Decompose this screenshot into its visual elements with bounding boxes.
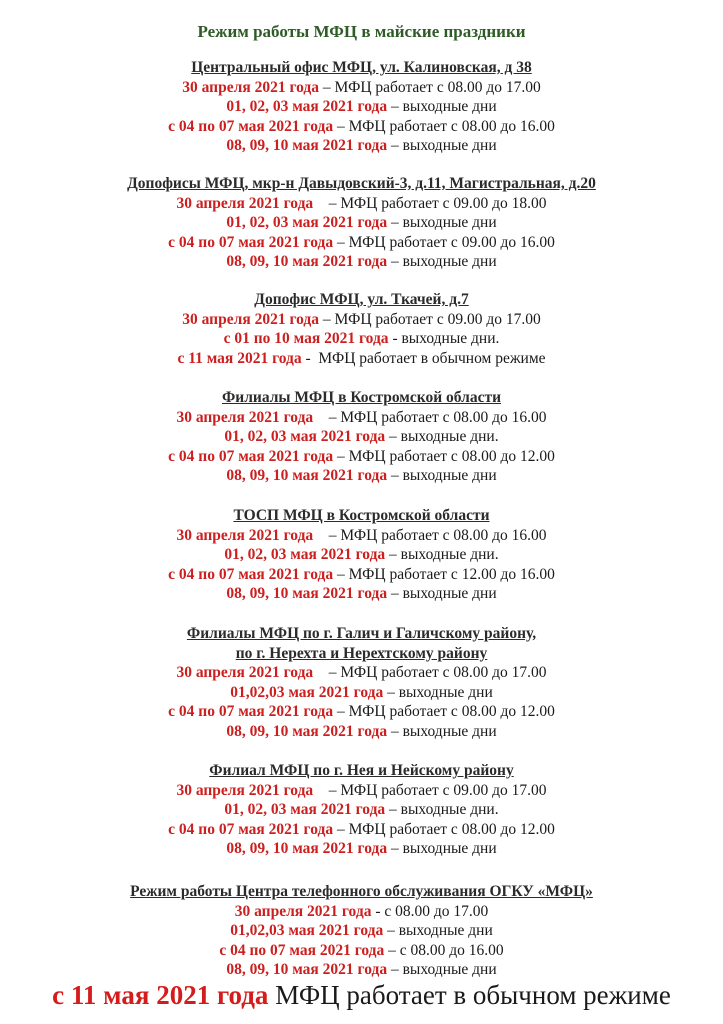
- section-heading-line: [0, 290, 723, 310]
- schedule-text: – МФЦ работает с 08.00 до 17.00: [319, 78, 541, 96]
- schedule-line: [0, 194, 723, 214]
- schedule-line: [0, 960, 723, 980]
- schedule-text: – выходные дни: [387, 137, 497, 154]
- schedule-line: [0, 921, 723, 941]
- schedule-line: [0, 117, 723, 137]
- schedule-line: [0, 526, 723, 546]
- schedule-text: – выходные дни: [387, 98, 497, 115]
- schedule-date: 01, 02, 03 мая 2021 года: [224, 801, 386, 818]
- schedule-date: 08, 09, 10 мая 2021 года: [226, 840, 388, 857]
- schedule-line: [0, 466, 723, 486]
- schedule-line: [0, 565, 723, 585]
- schedule-line: [0, 800, 723, 820]
- page-title: Режим работы МФЦ в майские праздники: [197, 22, 526, 41]
- footer-text: МФЦ работает в обычном режиме: [268, 980, 671, 1010]
- schedule-line: [0, 349, 723, 369]
- schedule-line: [0, 213, 723, 233]
- schedule-date: с 04 по 07 мая 2021 года: [168, 233, 334, 251]
- schedule-line: [0, 78, 723, 98]
- schedule-text: – МФЦ работает с 09.00 до 17.00: [319, 310, 541, 328]
- footer-date: с 11 мая 2021 года: [52, 980, 269, 1010]
- schedule-date: 30 апреля 2021 года: [176, 664, 314, 681]
- schedule-line: [0, 663, 723, 683]
- schedule-date: 01,02,03 мая 2021 года: [230, 922, 384, 939]
- schedule-text: – выходные дни: [383, 922, 493, 939]
- schedule-line: [0, 722, 723, 742]
- schedule-line: [0, 702, 723, 722]
- schedule-date: с 04 по 07 мая 2021 года: [168, 447, 334, 465]
- schedule-date: 30 апреля 2021 года: [182, 310, 319, 328]
- schedule-line: [0, 252, 723, 272]
- section-heading-line: [0, 58, 723, 78]
- schedule-text: – МФЦ работает с 08.00 до 16.00: [313, 408, 547, 426]
- section-heading: ТОСП МФЦ в Костромской области: [233, 507, 490, 524]
- schedule-text: – выходные дни.: [385, 546, 499, 563]
- schedule-text: – МФЦ работает с 09.00 до 18.00: [313, 194, 547, 212]
- schedule-section: [0, 290, 723, 368]
- schedule-text: – выходные дни: [387, 214, 497, 231]
- schedule-text: - с 08.00 до 17.00: [371, 902, 489, 920]
- schedule-line: [0, 902, 723, 922]
- footer-notice: [0, 980, 723, 1011]
- schedule-text: – выходные дни: [383, 683, 493, 701]
- schedule-section: [0, 58, 723, 156]
- schedule-text: – с 08.00 до 16.00: [384, 941, 504, 959]
- section-heading: Филиал МФЦ по г. Нея и Нейскому району: [209, 762, 514, 779]
- schedule-line: [0, 233, 723, 253]
- schedule-section: [0, 882, 723, 980]
- schedule-section: [0, 506, 723, 604]
- schedule-date: 30 апреля 2021 года: [176, 526, 314, 544]
- schedule-text: – МФЦ работает с 09.00 до 16.00: [333, 233, 555, 251]
- schedule-text: – МФЦ работает с 12.00 до 16.00: [333, 565, 555, 583]
- schedule-date: 01,02,03 мая 2021 года: [230, 683, 384, 701]
- schedule-line: [0, 820, 723, 840]
- schedule-date: 01, 02, 03 мая 2021 года: [226, 98, 388, 115]
- schedule-date: 30 апреля 2021 года: [182, 78, 319, 96]
- section-heading-line: [0, 644, 723, 664]
- schedule-line: [0, 941, 723, 961]
- schedule-section: [0, 174, 723, 272]
- schedule-date: 30 апреля 2021 года: [176, 408, 314, 426]
- section-heading: Филиалы МФЦ по г. Галич и Галичскому району,: [186, 625, 537, 642]
- schedule-date: 08, 09, 10 мая 2021 года: [226, 137, 388, 154]
- schedule-date: 30 апреля 2021 года: [176, 781, 314, 799]
- schedule-line: [0, 310, 723, 330]
- schedule-text: – МФЦ работает с 09.00 до 17.00: [313, 781, 547, 799]
- schedule-text: – МФЦ работает с 08.00 до 17.00: [313, 664, 547, 681]
- section-heading-line: [0, 174, 723, 194]
- section-heading-line: [0, 506, 723, 526]
- section-heading: Режим работы Центра телефонного обслуживания ОГКУ «МФЦ»: [130, 883, 593, 900]
- schedule-date: 08, 09, 10 мая 2021 года: [226, 585, 388, 602]
- schedule-date: 30 апреля 2021 года: [234, 902, 372, 920]
- section-heading-line: [0, 882, 723, 902]
- section-heading-line: [0, 624, 723, 644]
- schedule-text: – выходные дни: [387, 253, 497, 270]
- schedule-date: с 01 по 10 мая 2021 года: [223, 330, 389, 347]
- schedule-date: 08, 09, 10 мая 2021 года: [226, 253, 388, 270]
- schedule-date: с 04 по 07 мая 2021 года: [168, 703, 334, 720]
- schedule-text: – МФЦ работает с 08.00 до 16.00: [333, 117, 555, 135]
- section-heading: по г. Нерехта и Нерехтскому району: [235, 644, 488, 662]
- schedule-date: 08, 09, 10 мая 2021 года: [226, 722, 388, 740]
- section-heading: Центральный офис МФЦ, ул. Калиновская, д 38: [191, 59, 532, 76]
- section-heading: Филиалы МФЦ в Костромской области: [221, 389, 502, 406]
- section-heading: Допофисы МФЦ, мкр-н Давыдовский-3, д.11, Магистральная, д.20: [127, 175, 596, 192]
- schedule-text: – выходные дни.: [385, 801, 499, 818]
- schedule-line: [0, 584, 723, 604]
- schedule-text: – МФЦ работает с 08.00 до 16.00: [313, 526, 547, 544]
- schedule-line: [0, 427, 723, 447]
- schedule-text: – МФЦ работает с 08.00 до 12.00: [333, 820, 555, 838]
- schedule-line: [0, 329, 723, 349]
- schedule-date: 08, 09, 10 мая 2021 года: [226, 961, 388, 978]
- schedule-date: с 04 по 07 мая 2021 года: [219, 941, 385, 959]
- schedule-date: 01, 02, 03 мая 2021 года: [224, 546, 386, 563]
- schedule-date: 01, 02, 03 мая 2021 года: [224, 428, 386, 445]
- section-heading-line: [0, 761, 723, 781]
- schedule-line: [0, 447, 723, 467]
- schedule-date: 08, 09, 10 мая 2021 года: [226, 467, 388, 484]
- schedule-date: с 04 по 07 мая 2021 года: [168, 820, 334, 838]
- schedule-date: с 04 по 07 мая 2021 года: [168, 565, 334, 583]
- schedule-text: - выходные дни.: [388, 330, 500, 347]
- schedule-date: с 11 мая 2021 года: [177, 349, 302, 367]
- schedule-text: – выходные дни: [387, 585, 497, 602]
- schedule-text: - МФЦ работает в обычном режиме: [301, 349, 546, 367]
- schedule-text: – выходные дни: [387, 961, 497, 978]
- section-heading-line: [0, 388, 723, 408]
- schedule-text: – МФЦ работает с 08.00 до 12.00: [333, 447, 555, 465]
- schedule-date: 30 апреля 2021 года: [176, 194, 314, 212]
- schedule-text: – выходные дни: [387, 467, 497, 484]
- schedule-line: [0, 97, 723, 117]
- schedule-line: [0, 683, 723, 703]
- schedule-text: – выходные дни.: [385, 428, 499, 445]
- schedule-line: [0, 136, 723, 156]
- schedule-line: [0, 545, 723, 565]
- schedule-text: – МФЦ работает с 08.00 до 12.00: [333, 703, 555, 720]
- schedule-date: с 04 по 07 мая 2021 года: [168, 117, 334, 135]
- schedule-section: [0, 761, 723, 859]
- schedule-line: [0, 839, 723, 859]
- schedule-section: [0, 624, 723, 741]
- section-heading: Допофис МФЦ, ул. Ткачей, д.7: [254, 291, 469, 308]
- schedule-text: – выходные дни: [387, 840, 497, 857]
- schedule-line: [0, 408, 723, 428]
- schedule-line: [0, 781, 723, 801]
- schedule-text: – выходные дни: [387, 722, 497, 740]
- schedule-section: [0, 388, 723, 486]
- schedule-date: 01, 02, 03 мая 2021 года: [226, 214, 388, 231]
